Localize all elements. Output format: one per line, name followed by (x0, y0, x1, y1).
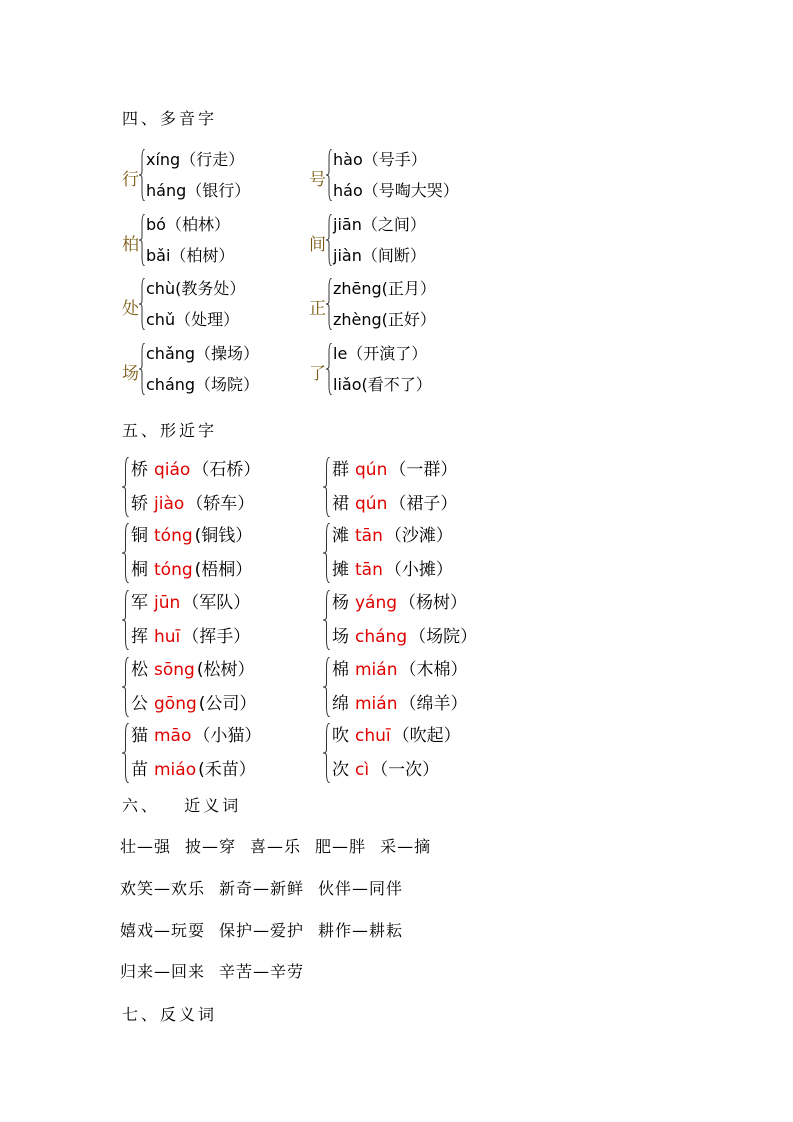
polyphonic-char: 处 (122, 299, 139, 319)
polyphonic-reading: hào（号手） (333, 150, 427, 169)
polyphonic-reading: liǎo(看不了） (333, 375, 432, 394)
synonym-pair: 披—穿 (185, 837, 237, 856)
similar-char-example-word: (禾苗） (198, 760, 256, 780)
brace-icon (326, 149, 332, 201)
polyphonic-reading: chǔ（处理） (146, 310, 240, 329)
similar-char-pinyin: tóng (154, 526, 193, 546)
polyphonic-reading: jiān（之间） (333, 215, 426, 234)
polyphonic-reading: bǎi（柏树） (146, 246, 235, 265)
similar-char: 滩 (332, 526, 349, 546)
brace-icon (323, 657, 330, 717)
similar-char-pinyin: tóng (154, 560, 193, 580)
brace-icon (323, 590, 330, 650)
similar-char-pinyin: miáo (154, 760, 197, 780)
brace-icon (323, 523, 330, 583)
similar-char-example-word: （场院） (409, 627, 478, 647)
similar-char-example-word: (松树） (196, 660, 255, 680)
similar-char-entry (131, 489, 254, 514)
similar-char: 轿 (131, 494, 148, 514)
similar-char: 绵 (332, 694, 349, 714)
similar-char-example-word: (梧桐） (194, 560, 253, 580)
similar-char: 苗 (131, 760, 148, 780)
synonym-pair: 辛苦—辛劳 (219, 962, 305, 981)
similar-char-example-word: （杨树） (399, 593, 468, 613)
similar-char-pinyin: cì (355, 760, 370, 780)
polyphonic-reading: zhēng(正月） (333, 279, 436, 298)
similar-char-entry (131, 455, 260, 480)
similar-char: 吹 (332, 726, 349, 746)
similar-char-pinyin: gōng (154, 694, 197, 714)
polyphonic-char: 柏 (122, 235, 139, 255)
synonym-row (120, 918, 417, 941)
similar-char-pinyin: tān (355, 560, 383, 580)
similar-char-pinyin: yáng (355, 593, 398, 613)
similar-char-entry (332, 755, 439, 780)
similar-char-example-word: （石桥） (192, 460, 261, 480)
similar-char-entry (332, 521, 453, 546)
similar-char-pinyin: māo (154, 726, 192, 746)
similar-char: 松 (131, 660, 148, 680)
similar-char: 军 (131, 593, 148, 613)
synonym-pair: 嬉戏—玩耍 (120, 921, 206, 940)
similar-char-entry (131, 689, 256, 714)
polyphonic-reading: chù(教务处） (146, 279, 246, 298)
polyphonic-reading: bó（柏林） (146, 215, 230, 234)
synonym-pair: 壮—强 (120, 837, 172, 856)
similar-char-entry (131, 555, 252, 580)
similar-char: 杨 (332, 593, 349, 613)
similar-char-pinyin: qiáo (154, 460, 191, 480)
brace-icon (326, 278, 332, 330)
brace-icon (326, 214, 332, 266)
similar-char: 挥 (131, 627, 148, 647)
section-heading-similar-chars: 五、形近字 (122, 421, 218, 440)
similar-char: 场 (332, 627, 349, 647)
brace-icon (122, 723, 129, 783)
similar-char: 裙 (332, 494, 349, 514)
similar-char: 摊 (332, 560, 349, 580)
similar-char: 公 (131, 694, 148, 714)
similar-char-example-word: （沙滩） (384, 526, 453, 546)
similar-char-example-word: （小猫） (193, 726, 262, 746)
polyphonic-char: 场 (122, 364, 139, 384)
polyphonic-char: 间 (309, 235, 326, 255)
brace-icon (139, 343, 145, 395)
similar-char-example-word: （挥手） (182, 627, 251, 647)
synonym-pair: 采—摘 (380, 837, 432, 856)
synonym-row (120, 876, 417, 899)
polyphonic-char: 号 (309, 170, 326, 190)
similar-char-example-word: （绵羊） (399, 694, 468, 714)
polyphonic-reading: le（开演了） (333, 344, 428, 363)
brace-icon (139, 149, 145, 201)
similar-char-entry (131, 521, 252, 546)
similar-char-pinyin: qún (355, 494, 388, 514)
brace-icon (323, 723, 330, 783)
brace-icon (122, 590, 129, 650)
similar-char: 猫 (131, 726, 148, 746)
similar-char-entry (332, 655, 467, 680)
similar-char: 铜 (131, 526, 148, 546)
similar-char-pinyin: cháng (355, 627, 408, 647)
polyphonic-reading: chǎng（操场） (146, 344, 260, 363)
similar-char-entry (332, 721, 461, 746)
similar-char-entry (131, 655, 254, 680)
similar-char: 棉 (332, 660, 349, 680)
similar-char-pinyin: qún (355, 460, 388, 480)
similar-char: 次 (332, 760, 349, 780)
polyphonic-char: 了 (309, 364, 326, 384)
similar-char-entry (131, 622, 250, 647)
polyphonic-reading: háo（号啕大哭） (333, 181, 459, 200)
synonym-row (120, 959, 318, 982)
similar-char-example-word: （一群） (389, 460, 458, 480)
similar-char-example-word: (公司） (198, 694, 257, 714)
synonym-pair: 保护—爱护 (219, 921, 305, 940)
similar-char-entry (131, 721, 261, 746)
similar-char-pinyin: tān (355, 526, 383, 546)
similar-char-entry (332, 588, 467, 613)
synonym-row (120, 834, 445, 857)
similar-char-example-word: （裙子） (389, 494, 458, 514)
brace-icon (139, 278, 145, 330)
brace-icon (139, 214, 145, 266)
polyphonic-reading: xíng（行走） (146, 150, 245, 169)
brace-icon (323, 457, 330, 517)
similar-char-example-word: （轿车） (186, 494, 255, 514)
polyphonic-char: 正 (309, 299, 326, 319)
synonym-pair: 喜—乐 (250, 837, 302, 856)
synonym-pair: 归来—回来 (120, 962, 206, 981)
polyphonic-reading: cháng（场院） (146, 375, 260, 394)
synonym-pair: 肥—胖 (315, 837, 367, 856)
similar-char-pinyin: mián (355, 660, 398, 680)
brace-icon (122, 523, 129, 583)
similar-char: 桐 (131, 560, 148, 580)
similar-char-example-word: (铜钱） (194, 526, 253, 546)
similar-char-example-word: （木棉） (399, 660, 468, 680)
similar-char-pinyin: sōng (154, 660, 195, 680)
synonym-pair: 新奇—新鲜 (219, 879, 305, 898)
similar-char-example-word: （军队） (182, 593, 251, 613)
similar-char-pinyin: huī (154, 627, 181, 647)
brace-icon (122, 657, 129, 717)
synonym-pair: 伙伴—同伴 (318, 879, 404, 898)
section-heading-polyphonic: 四、多音字 (122, 109, 218, 128)
similar-char: 桥 (131, 460, 148, 480)
section-heading-antonyms: 七、反义词 (122, 1005, 218, 1024)
similar-char-entry (332, 622, 477, 647)
similar-char-entry (332, 689, 467, 714)
synonym-pair: 耕作—耕耘 (318, 921, 404, 940)
similar-char: 群 (332, 460, 349, 480)
brace-icon (122, 457, 129, 517)
brace-icon (326, 343, 332, 395)
similar-char-example-word: （吹起） (392, 726, 461, 746)
similar-char-pinyin: mián (355, 694, 398, 714)
similar-char-entry (332, 455, 457, 480)
similar-char-entry (131, 755, 256, 780)
similar-char-entry (131, 588, 250, 613)
section-heading-synonyms: 六、 近义词 (122, 796, 242, 815)
polyphonic-reading: háng（银行） (146, 181, 251, 200)
similar-char-pinyin: jūn (154, 593, 181, 613)
polyphonic-reading: zhèng(正好） (333, 310, 436, 329)
similar-char-pinyin: chuī (355, 726, 391, 746)
similar-char-pinyin: jiào (154, 494, 185, 514)
similar-char-example-word: （一次） (371, 760, 440, 780)
synonym-pair: 欢笑—欢乐 (120, 879, 206, 898)
similar-char-example-word: （小摊） (384, 560, 453, 580)
similar-char-entry (332, 489, 457, 514)
polyphonic-char: 行 (122, 170, 139, 190)
polyphonic-reading: jiàn（间断） (333, 246, 426, 265)
similar-char-entry (332, 555, 453, 580)
